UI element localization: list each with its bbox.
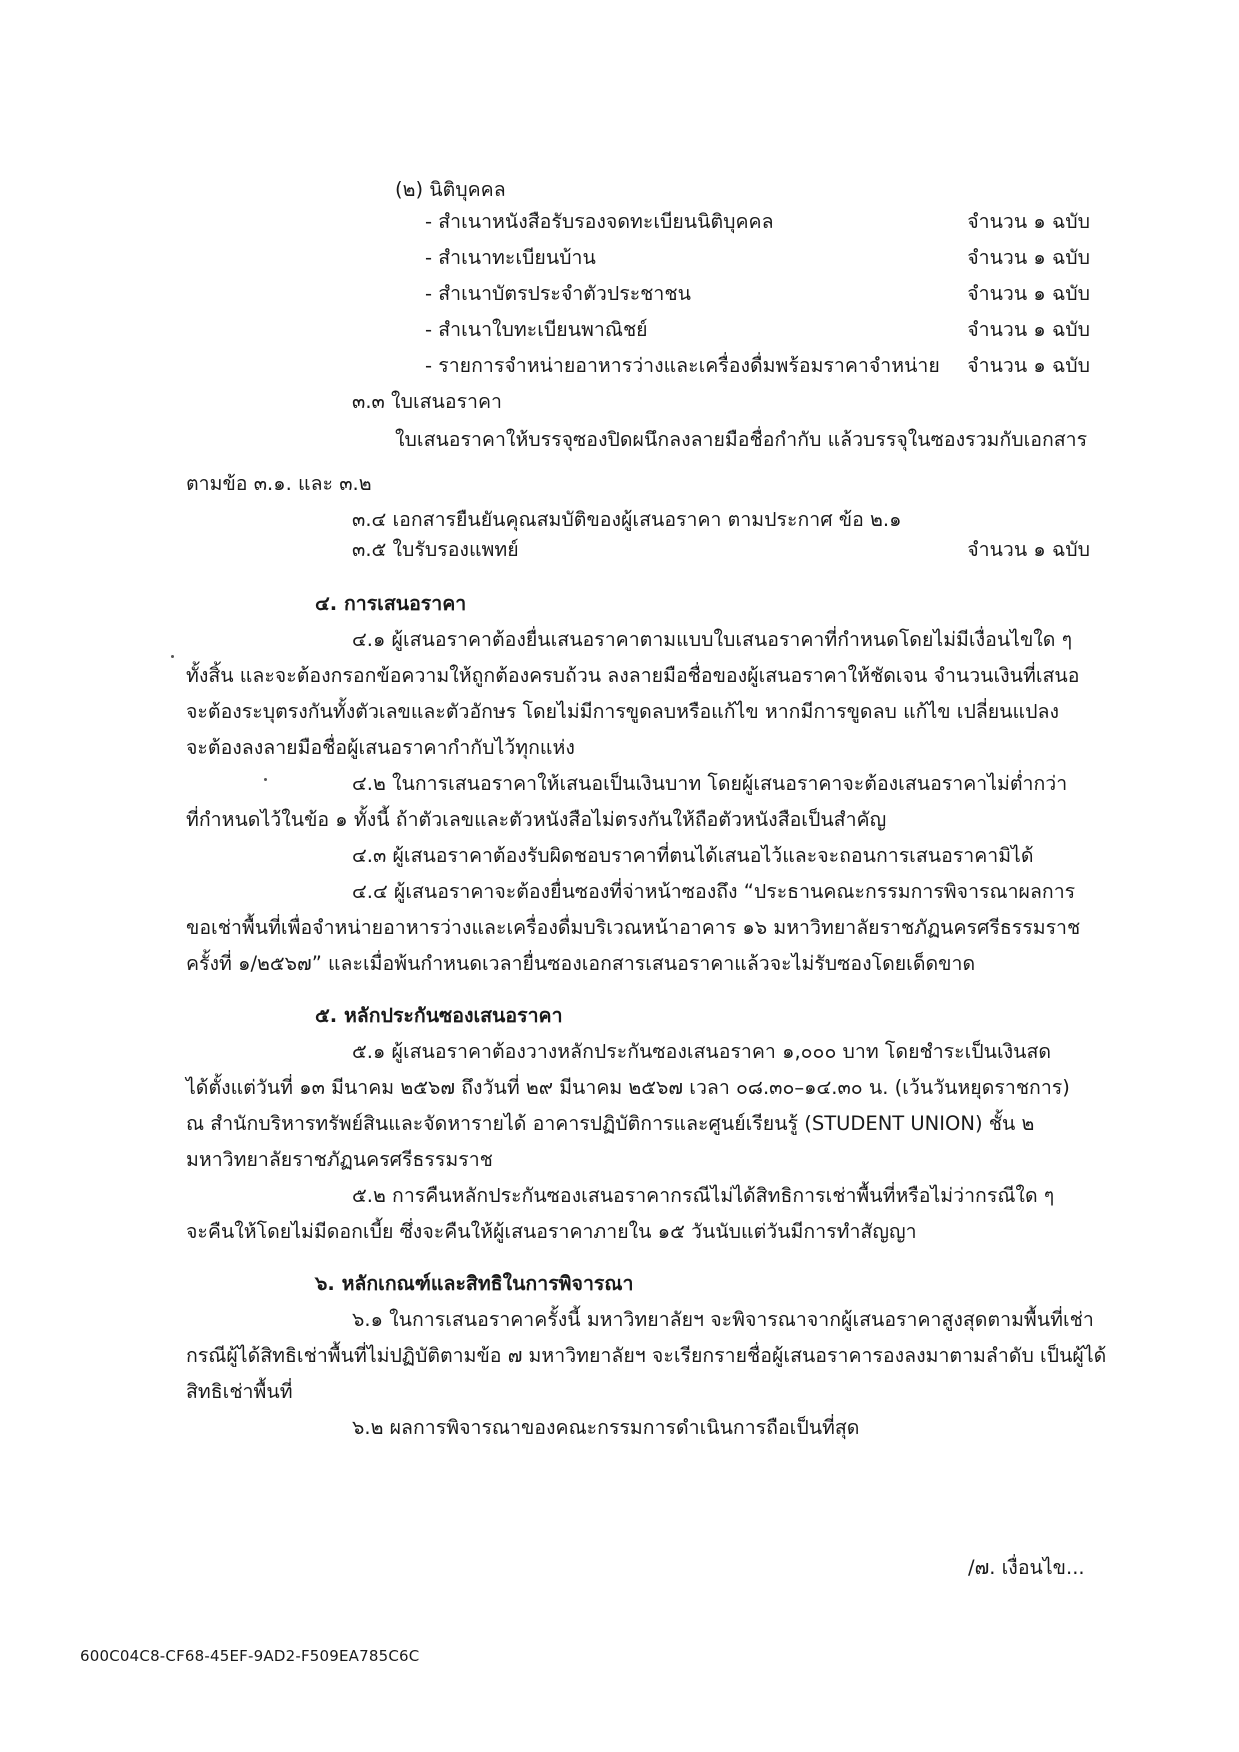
section-3-4: ๓.๔ เอกสารยืนยันคุณสมบัติของผู้เสนอราคา ตามประกาศ ข้อ ๒.๑: [352, 508, 902, 531]
paragraph-line: ได้ตั้งแต่วันที่ ๑๓ มีนาคม ๒๕๖๗ ถึงวันที่ ๒๙ มีนาคม ๒๕๖๗ เวลา ๐๘.๓๐–๑๔.๓๐ น. (เว้นวันหยุดราชการ): [186, 1076, 1070, 1099]
list-item: [425, 208, 1090, 236]
section-3-5: [352, 536, 1090, 564]
paragraph-line: ๕.๑ ผู้เสนอราคาต้องวางหลักประกันซองเสนอราคา ๑,๐๐๐ บาท โดยชำระเป็นเงินสด: [352, 1040, 1052, 1063]
list-item: [425, 244, 1090, 272]
section-5-heading: ๕. หลักประกันซองเสนอราคา: [315, 1004, 563, 1027]
scan-speck: [171, 655, 174, 658]
item-label: - สำเนาหนังสือรับรองจดทะเบียนนิติบุคคล: [425, 210, 774, 233]
paragraph-line: ทั้งสิ้น และจะต้องกรอกข้อความให้ถูกต้องครบถ้วน ลงลายมือชื่อของผู้เสนอราคาให้ชัดเจน จำนวนเงินที่เสนอ: [186, 664, 1080, 687]
paragraph-line: กรณีผู้ได้สิทธิเช่าพื้นที่ไม่ปฏิบัติตามข้อ ๗ มหาวิทยาลัยฯ จะเรียกรายชื่อผู้เสนอราคารองลงมาตามลำดับ เป็นผู้ได้: [186, 1344, 1107, 1367]
list-item: [425, 316, 1090, 344]
item-qty: จำนวน ๑ ฉบับ: [967, 210, 1090, 233]
paragraph-line: ตามข้อ ๓.๑. และ ๓.๒: [186, 472, 372, 495]
list-item: [425, 280, 1090, 308]
section-3-3-heading: ๓.๓ ใบเสนอราคา: [352, 390, 502, 413]
item-label: - รายการจำหน่ายอาหารว่างและเครื่องดื่มพร้อมราคาจำหน่าย: [425, 354, 940, 377]
item-label: ๓.๕ ใบรับรองแพทย์: [352, 538, 519, 561]
item-qty: จำนวน ๑ ฉบับ: [967, 246, 1090, 269]
item-label: - สำเนาใบทะเบียนพาณิชย์: [425, 318, 648, 341]
paragraph-line: จะคืนให้โดยไม่มีดอกเบี้ย ซึ่งจะคืนให้ผู้เสนอราคาภายใน ๑๕ วันนับแต่วันมีการทำสัญญา: [186, 1220, 917, 1243]
paragraph-line: จะต้องลงลายมือชื่อผู้เสนอราคากำกับไว้ทุกแห่ง: [186, 736, 575, 759]
section-4-heading: ๔. การเสนอราคา: [315, 592, 467, 615]
paragraph-line: ๔.๔ ผู้เสนอราคาจะต้องยื่นซองที่จ่าหน้าซองถึง “ประธานคณะกรรมการพิจารณาผลการ: [352, 880, 1076, 903]
document-id: 600C04C8-CF68-45EF-9AD2-F509EA785C6C: [80, 1647, 420, 1665]
paragraph-line: ๖.๒ ผลการพิจารณาของคณะกรรมการดำเนินการถือเป็นที่สุด: [352, 1416, 860, 1439]
paragraph-line: ที่กำหนดไว้ในข้อ ๑ ทั้งนี้ ถ้าตัวเลขและตัวหนังสือไม่ตรงกันให้ถือตัวหนังสือเป็นสำคัญ: [186, 808, 887, 831]
paragraph-line: ๔.๑ ผู้เสนอราคาต้องยื่นเสนอราคาตามแบบใบเสนอราคาที่กำหนดโดยไม่มีเงื่อนไขใด ๆ: [352, 628, 1073, 651]
paragraph-line: ครั้งที่ ๑/๒๕๖๗” และเมื่อพ้นกำหนดเวลายื่นซองเอกสารเสนอราคาแล้วจะไม่รับซองโดยเด็ดขาด: [186, 952, 976, 975]
item-label: - สำเนาบัตรประจำตัวประชาชน: [425, 282, 691, 305]
paragraph-line: ๖.๑ ในการเสนอราคาครั้งนี้ มหาวิทยาลัยฯ จะพิจารณาจากผู้เสนอราคาสูงสุดตามพื้นที่เช่า: [352, 1308, 1094, 1331]
paragraph-line: ใบเสนอราคาให้บรรจุซองปิดผนึกลงลายมือชื่อกำกับ แล้วบรรจุในซองรวมกับเอกสาร: [395, 428, 1088, 451]
continuation-marker: /๗. เงื่อนไข...: [968, 1556, 1085, 1579]
item-qty: จำนวน ๑ ฉบับ: [967, 318, 1090, 341]
paragraph-line: ณ สำนักบริหารทรัพย์สินและจัดหารายได้ อาคารปฏิบัติการและศูนย์เรียนรู้ (STUDENT UNION) ชั้น ๒: [186, 1112, 1035, 1135]
section-6-heading: ๖. หลักเกณฑ์และสิทธิในการพิจารณา: [315, 1272, 634, 1295]
paragraph-line: ๔.๒ ในการเสนอราคาให้เสนอเป็นเงินบาท โดยผู้เสนอราคาจะต้องเสนอราคาไม่ต่ำกว่า: [352, 772, 1068, 795]
item-qty: จำนวน ๑ ฉบับ: [967, 538, 1090, 561]
paragraph-line: จะต้องระบุตรงกันทั้งตัวเลขและตัวอักษร โดยไม่มีการขูดลบหรือแก้ไข หากมีการขูดลบ แก้ไข เปลี่ยนแปลง: [186, 700, 1059, 723]
paragraph-line: สิทธิเช่าพื้นที่: [186, 1380, 293, 1403]
paragraph-line: ๕.๒ การคืนหลักประกันซองเสนอราคากรณีไม่ได้สิทธิการเช่าพื้นที่หรือไม่ว่ากรณีใด ๆ: [352, 1184, 1055, 1207]
scan-speck: [264, 778, 267, 781]
item-qty: จำนวน ๑ ฉบับ: [967, 282, 1090, 305]
item-qty: จำนวน ๑ ฉบับ: [967, 354, 1090, 377]
paragraph-line: ขอเช่าพื้นที่เพื่อจำหน่ายอาหารว่างและเครื่องดื่มบริเวณหน้าอาคาร ๑๖ มหาวิทยาลัยราชภัฏนครศรีธรรมราช: [186, 916, 1081, 939]
section-2-heading: (๒) นิติบุคคล: [395, 178, 506, 201]
paragraph-line: มหาวิทยาลัยราชภัฏนครศรีธรรมราช: [186, 1148, 493, 1171]
paragraph-line: ๔.๓ ผู้เสนอราคาต้องรับผิดชอบราคาที่ตนได้เสนอไว้และจะถอนการเสนอราคามิได้: [352, 844, 1034, 867]
list-item: [425, 352, 1090, 380]
item-label: - สำเนาทะเบียนบ้าน: [425, 246, 596, 269]
